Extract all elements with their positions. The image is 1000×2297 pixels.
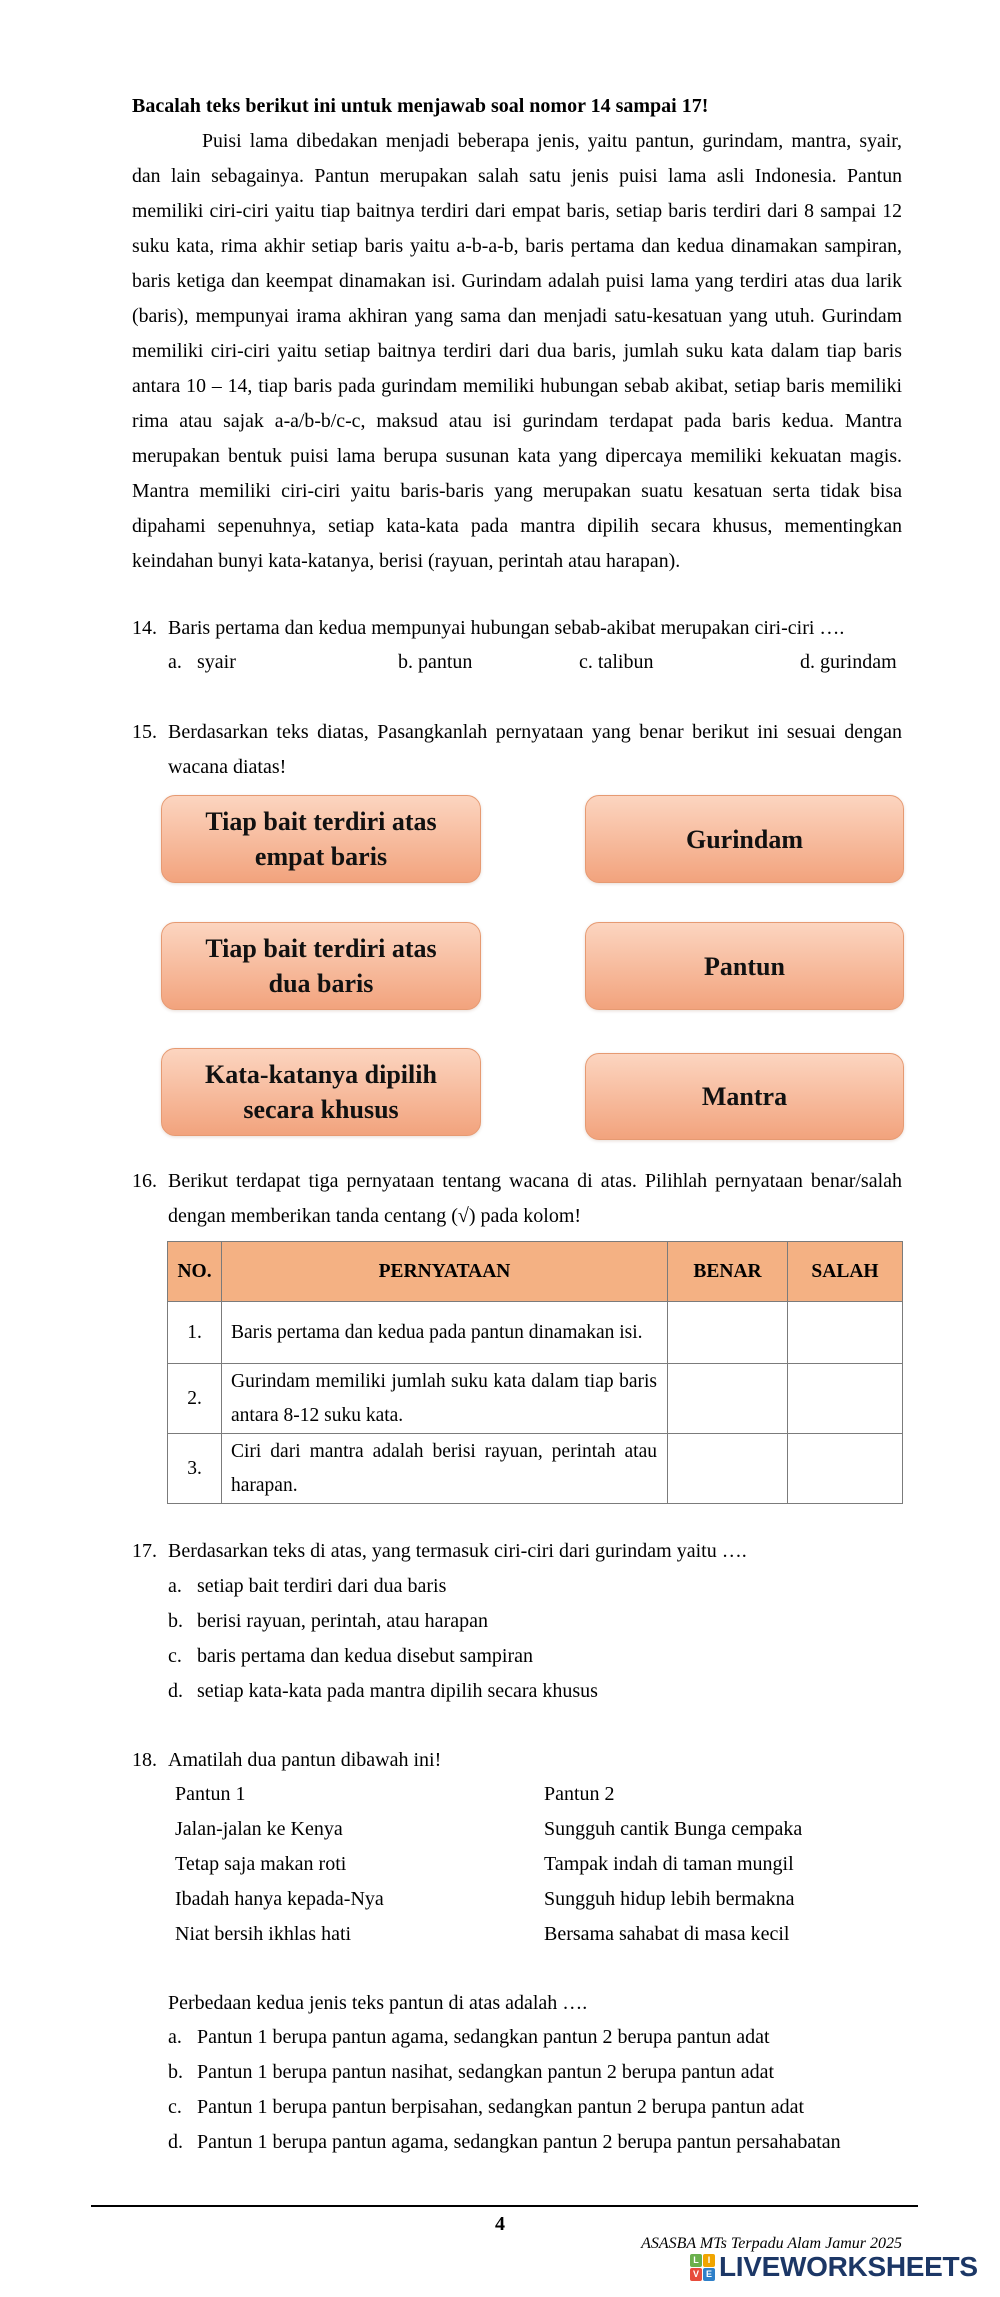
option-label: a.: [168, 1575, 182, 1597]
table-row: [168, 1364, 903, 1434]
match-box-line: dua baris: [268, 969, 374, 998]
false-checkbox-cell[interactable]: [788, 1434, 903, 1504]
q16-number: 16.: [132, 1170, 157, 1192]
q15-text: [168, 715, 902, 785]
passage-line: dipahami sepenuhnya, setiap kata-kata pada mantra dipilih secara khusus, mementingkan: [132, 515, 902, 537]
option-text: gurindam: [820, 651, 897, 673]
q18-option-d[interactable]: [168, 2125, 841, 2160]
pantun-title: Pantun 2: [544, 1783, 615, 1805]
pantun-line: Sungguh cantik Bunga cempaka: [544, 1818, 803, 1840]
table-row: [168, 1302, 903, 1364]
option-label: b.: [398, 651, 413, 673]
pantun-line: Niat bersih ikhlas hati: [175, 1923, 352, 1945]
option-text: talibun: [597, 651, 654, 673]
statement-line: antara 8-12 suku kata.: [231, 1404, 404, 1426]
match-left-box-3[interactable]: [161, 1048, 481, 1136]
option-label: b.: [168, 1610, 183, 1632]
logo-icon-letter: E: [703, 2268, 715, 2281]
q18-option-c[interactable]: [168, 2090, 841, 2125]
option-text: berisi rayuan, perintah, atau harapan: [197, 1610, 488, 1632]
statement-cell: [222, 1434, 668, 1504]
pantun-line: Jalan-jalan ke Kenya: [175, 1818, 343, 1840]
statement-line: harapan.: [231, 1474, 298, 1496]
pantun-line: Tampak indah di taman mungil: [544, 1853, 794, 1875]
option-text: Pantun 1 berupa pantun nasihat, sedangkan pantun 2 berupa pantun adat: [197, 2061, 775, 2083]
q18-text: Amatilah dua pantun dibawah ini!: [168, 1749, 442, 1771]
passage-line: baris ketiga dan keempat dinamakan isi. Gurindam adalah puisi lama yang terdiri atas dua larik: [132, 270, 902, 292]
pantun-title: Pantun 1: [175, 1783, 246, 1805]
passage-line: suku kata, rima akhir setiap baris yaitu a-b-a-b, baris pertama dan kedua dinamakan sampiran,: [132, 235, 902, 257]
page-number: 4: [495, 2213, 505, 2235]
pantun-line: Ibadah hanya kepada-Nya: [175, 1888, 384, 1910]
q18-prompt: Perbedaan kedua jenis teks pantun di atas adalah ….: [168, 1992, 588, 2014]
true-checkbox-cell[interactable]: [668, 1302, 788, 1364]
row-number: 1.: [168, 1302, 222, 1364]
footer-divider: [91, 2205, 918, 2207]
match-box-line: Tiap bait terdiri atas: [205, 934, 437, 963]
option-text: setiap kata-kata pada mantra dipilih secara khusus: [197, 1680, 598, 1702]
passage-line: antara 10 – 14, tiap baris pada gurindam memiliki hubungan sebab akibat, setiap baris memiliki: [132, 375, 902, 397]
logo-wordmark: LIVEWORKSHEETS: [719, 2251, 978, 2282]
q14-option-b[interactable]: [398, 645, 472, 680]
passage-line: Mantra memiliki ciri-ciri yaitu baris-baris yang merupakan suatu kesatuan serta tidak bisa: [132, 480, 902, 502]
table-header-row: [168, 1242, 903, 1302]
reading-instruction: Bacalah teks berikut ini untuk menjawab soal nomor 14 sampai 17!: [132, 95, 709, 117]
passage-line: Puisi lama dibedakan menjadi beberapa jenis, yaitu pantun, gurindam, mantra, syair,: [202, 130, 902, 152]
header-false: SALAH: [788, 1242, 903, 1302]
true-checkbox-cell[interactable]: [668, 1364, 788, 1434]
q14-text: Baris pertama dan kedua mempunyai hubungan sebab-akibat merupakan ciri-ciri ….: [168, 617, 845, 639]
match-box-line: Tiap bait terdiri atas: [205, 807, 437, 836]
q18-option-b[interactable]: [168, 2055, 841, 2090]
option-text: baris pertama dan kedua disebut sampiran: [197, 1645, 533, 1667]
statement-line: Baris pertama dan kedua pada pantun dinamakan isi.: [231, 1321, 643, 1343]
option-text: syair: [197, 651, 236, 673]
q14-number: 14.: [132, 617, 157, 639]
pantun-line: Sungguh hidup lebih bermakna: [544, 1888, 795, 1910]
false-checkbox-cell[interactable]: [788, 1302, 903, 1364]
q17-option-d[interactable]: [168, 1674, 598, 1709]
pantun-1: [175, 1777, 384, 1952]
statement-cell: [222, 1302, 668, 1364]
row-number: 2.: [168, 1364, 222, 1434]
logo-icon-letter: L: [690, 2254, 702, 2267]
match-left-box-1[interactable]: [161, 795, 481, 883]
q17-number: 17.: [132, 1540, 157, 1562]
option-label: d.: [800, 651, 815, 673]
reading-passage: [132, 124, 902, 579]
false-checkbox-cell[interactable]: [788, 1364, 903, 1434]
pantun-2: [544, 1777, 802, 1952]
q18-options: [168, 2020, 841, 2160]
q15-text-line: wacana diatas!: [168, 756, 287, 778]
passage-line: keindahan bunyi kata-katanya, berisi (rayuan, perintah atau harapan).: [132, 550, 681, 572]
q17-option-b[interactable]: [168, 1604, 598, 1639]
passage-line: (baris), mempunyai irama akhiran yang sama dan menjadi satu-kesatuan yang utuh. Gurindam: [132, 305, 902, 327]
logo-icon-letter: I: [703, 2254, 715, 2267]
logo-icon-letter: V: [690, 2268, 702, 2281]
q17-text: Berdasarkan teks di atas, yang termasuk ciri-ciri dari gurindam yaitu ….: [168, 1540, 747, 1562]
statement-line: Ciri dari mantra adalah berisi rayuan, perintah atau: [231, 1440, 657, 1462]
q16-text: [168, 1164, 902, 1234]
q16-text-line: Berikut terdapat tiga pernyataan tentang wacana di atas. Pilihlah pernyataan benar/salah: [168, 1170, 902, 1192]
match-right-box-pantun[interactable]: [585, 922, 904, 1010]
table-row: [168, 1434, 903, 1504]
statement-cell: [222, 1364, 668, 1434]
option-label: c.: [168, 2096, 182, 2118]
match-box-line: empat baris: [254, 842, 388, 871]
q14-option-d[interactable]: [800, 645, 897, 680]
option-label: a.: [168, 2026, 182, 2048]
pantun-line: Tetap saja makan roti: [175, 1853, 347, 1875]
true-false-table: [167, 1241, 903, 1504]
passage-line: rima atau sajak a-a/b-b/c-c, maksud atau isi gurindam terdapat pada baris kedua. Mantra: [132, 410, 902, 432]
q14-option-c[interactable]: [579, 645, 653, 680]
option-text: pantun: [418, 651, 473, 673]
header-no: NO.: [168, 1242, 222, 1302]
match-right-box-gurindam[interactable]: [585, 795, 904, 883]
footer-credit: ASASBA MTs Terpadu Alam Jamur 2025: [641, 2235, 902, 2252]
option-label: c.: [579, 651, 593, 673]
q14-option-a[interactable]: [168, 645, 236, 680]
q18-option-a[interactable]: [168, 2020, 841, 2055]
q17-options: [168, 1569, 598, 1709]
option-text: setiap bait terdiri dari dua baris: [197, 1575, 447, 1597]
q15-text-line: Berdasarkan teks diatas, Pasangkanlah pernyataan yang benar berikut ini sesuai dengan: [168, 721, 902, 743]
passage-line: dan lain sebagainya. Pantun merupakan salah satu jenis puisi lama asli Indonesia. Pantun: [132, 165, 902, 187]
match-left-box-2[interactable]: [161, 922, 481, 1010]
statement-line: Gurindam memiliki jumlah suku kata dalam tiap baris: [231, 1370, 657, 1392]
match-right-box-mantra[interactable]: [585, 1053, 904, 1140]
q17-option-a[interactable]: [168, 1569, 598, 1604]
liveworksheets-logo[interactable]: [690, 2252, 978, 2282]
header-true: BENAR: [668, 1242, 788, 1302]
option-label: d.: [168, 1680, 183, 1702]
match-box-line: Gurindam: [685, 824, 804, 854]
row-number: 3.: [168, 1434, 222, 1504]
match-box-line: Pantun: [704, 951, 785, 981]
header-statement: PERNYATAAN: [222, 1242, 668, 1302]
option-label: c.: [168, 1645, 182, 1667]
option-label: a.: [168, 651, 182, 673]
true-checkbox-cell[interactable]: [668, 1434, 788, 1504]
passage-line: merupakan bentuk puisi lama berupa susunan kata yang dipercaya memiliki kekuatan magis.: [132, 445, 902, 467]
option-label: d.: [168, 2131, 183, 2153]
option-text: Pantun 1 berupa pantun berpisahan, sedangkan pantun 2 berupa pantun adat: [197, 2096, 805, 2118]
passage-line: memiliki ciri-ciri yaitu setiap baitnya terdiri dari dua baris, jumlah suku kata dalam tiap baris: [132, 340, 902, 362]
passage-line: memiliki ciri-ciri yaitu tiap baitnya terdiri dari empat baris, setiap baris terdiri dari 8 sampai 12: [132, 200, 902, 222]
liveworksheets-logo-icon: [690, 2254, 715, 2281]
match-box-line: Kata-katanya dipilih: [205, 1060, 437, 1089]
q17-option-c[interactable]: [168, 1639, 598, 1674]
option-text: Pantun 1 berupa pantun agama, sedangkan pantun 2 berupa pantun adat: [197, 2026, 770, 2048]
match-box-line: Mantra: [701, 1082, 788, 1111]
option-label: b.: [168, 2061, 183, 2083]
option-text: Pantun 1 berupa pantun agama, sedangkan pantun 2 berupa pantun persahabatan: [197, 2131, 841, 2153]
match-box-line: secara khusus: [243, 1095, 399, 1124]
pantun-line: Bersama sahabat di masa kecil: [544, 1923, 790, 1945]
q15-number: 15.: [132, 721, 157, 743]
q16-text-line: dengan memberikan tanda centang (√) pada kolom!: [168, 1205, 582, 1227]
q18-number: 18.: [132, 1749, 157, 1771]
